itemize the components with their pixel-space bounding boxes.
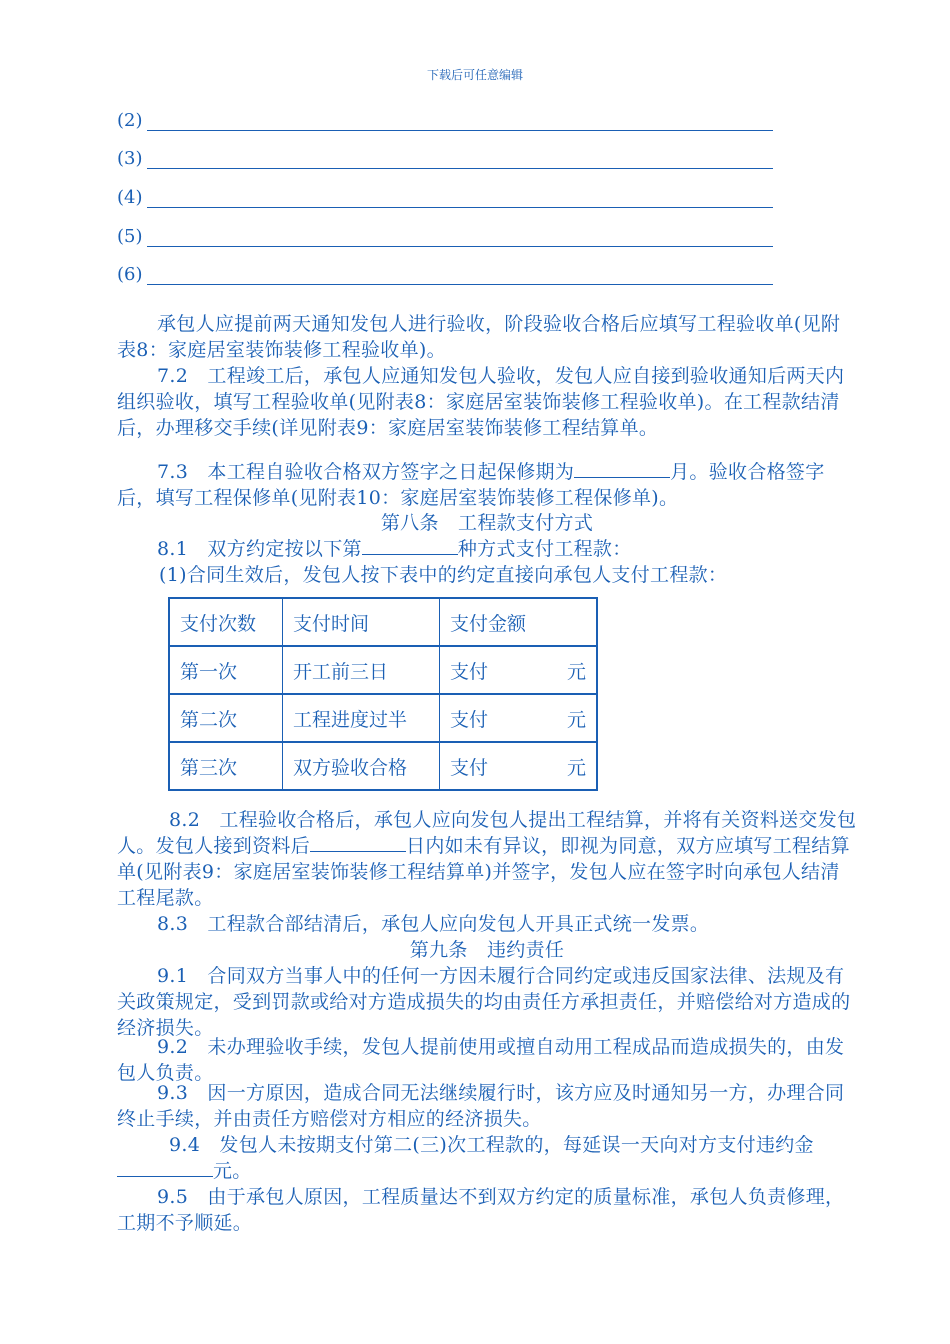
line-number: (5)	[117, 226, 143, 247]
paragraph-9-4: 9.4 发包人未按期支付第二(三)次工程款的，每延误一天向对方支付违约金元。	[117, 1132, 857, 1184]
payment-method-blank	[362, 536, 458, 555]
article-9-title: 第九条 违约责任	[409, 939, 565, 961]
table-row	[169, 694, 597, 742]
blank-line-3	[117, 145, 773, 169]
paragraph-8-2: 8.2 工程验收合格后，承包人应向发包人提出工程结算，并将有关资料送交发包人。发包人接到资料后 日内如未有异议，即视为同意，双方应填写工程结算单(见附表9：家庭居室装饰装修工程结算单)并签字，发包人应在签字时向承包人结清工程尾款。	[117, 809, 857, 909]
blank-line-4	[117, 184, 773, 208]
cell-amount: 支付 元	[440, 646, 598, 694]
line-number: (4)	[117, 187, 143, 208]
blank-line-2	[117, 107, 773, 131]
paragraph-7-3: 7.3 本工程自验收合格双方签字之日起保修期为 月。验收合格签字后，填写工程保修单(见附表10：家庭居室装饰装修工程保修单)。	[117, 461, 825, 509]
warranty-months-blank	[574, 459, 670, 478]
paragraph-9-3: 9.3 因一方原因，造成合同无法继续履行时，该方应及时通知另一方，办理合同终止手续，并由责任方赔偿对方相应的经济损失。	[117, 1082, 845, 1130]
fill-in-line	[147, 228, 773, 247]
cell-when: 开工前三日	[283, 646, 440, 694]
blank-line-6	[117, 261, 773, 285]
paragraph-9-2: 9.2 未办理验收手续，发包人提前使用或擅自动用工程成品而造成损失的，由发包人负责。	[117, 1036, 845, 1084]
paragraph-8-1: 8.1 双方约定按以下第 种方式支付工程款：	[157, 538, 632, 560]
article-8-title: 第八条 工程款支付方式	[380, 512, 594, 534]
cell-times: 第三次	[169, 742, 283, 790]
header-cell: 支付时间	[283, 598, 440, 646]
cell-amount: 支付 元	[440, 694, 598, 742]
days-blank	[310, 833, 406, 852]
paragraph-acceptance: 承包人应提前两天通知发包人进行验收，阶段验收合格后应填写工程验收单(见附表8：家庭居室装饰装修工程验收单)。	[117, 313, 841, 361]
cell-times: 第一次	[169, 646, 283, 694]
header-cell: 支付次数	[169, 598, 283, 646]
cell-times: 第二次	[169, 694, 283, 742]
fill-in-line	[147, 266, 773, 285]
line-number: (6)	[117, 264, 143, 285]
blank-line-5	[117, 223, 773, 247]
table-header-row	[169, 598, 597, 646]
line-number: (2)	[117, 110, 143, 131]
cell-amount: 支付 元	[440, 742, 598, 790]
fill-in-line	[147, 150, 773, 169]
paragraph-7-2: 7.2 工程竣工后，承包人应通知发包人验收，发包人应自接到验收通知后两天内组织验收，填写工程验收单(见附表8：家庭居室装饰装修工程验收单)。在工程款结清后，办理移交手续(详见附表9：家庭居室装饰装修工程结算单。	[117, 365, 845, 439]
cell-when: 双方验收合格	[283, 742, 440, 790]
fill-in-line	[147, 112, 773, 131]
page-header: 下载后可任意编辑	[426, 68, 523, 82]
cell-when: 工程进度过半	[283, 694, 440, 742]
paragraph-9-1: 9.1 合同双方当事人中的任何一方因未履行合同约定或违反国家法律、法规及有关政策规定，受到罚款或给对方造成损失的均由责任方承担责任，并赔偿给对方造成的经济损失。	[117, 965, 851, 1039]
paragraph-8-3: 8.3 工程款合部结清后，承包人应向发包人开具正式统一发票。	[157, 913, 710, 935]
line-number: (3)	[117, 148, 143, 169]
payment-table	[168, 597, 598, 791]
table-row	[169, 646, 597, 694]
paragraph-8-1-option-1: (1)合同生效后，发包人按下表中的约定直接向承包人支付工程款：	[159, 564, 728, 586]
header-cell: 支付金额	[440, 598, 598, 646]
table-row	[169, 742, 597, 790]
penalty-blank	[117, 1158, 213, 1177]
paragraph-9-5: 9.5 由于承包人原因，工程质量达不到双方约定的质量标准，承包人负责修理，工期不予顺延。	[117, 1186, 845, 1234]
fill-in-line	[147, 189, 773, 208]
